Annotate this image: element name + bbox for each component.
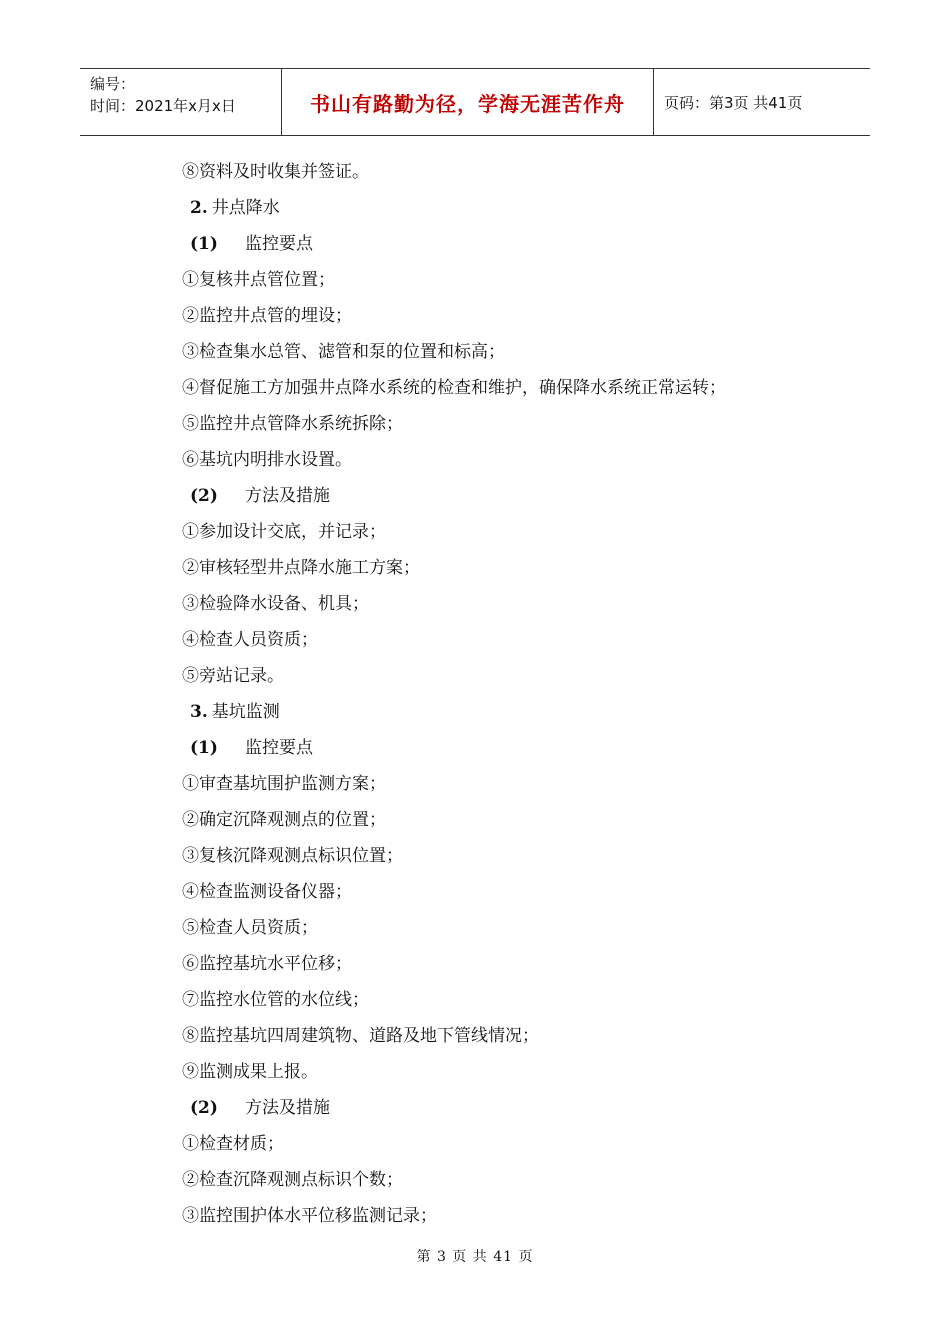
list-item: [0, 442, 950, 478]
line-text: ①检查材质；: [182, 1134, 284, 1154]
section-heading: [0, 190, 950, 226]
heading-number: 2.: [190, 198, 208, 218]
line-text: ②审核轻型井点降水施工方案；: [182, 558, 420, 578]
line-text: ④检查监测设备仪器；: [182, 882, 352, 902]
line-text: ⑧监控基坑四周建筑物、道路及地下管线情况；: [182, 1026, 539, 1046]
line-text: ⑥监控基坑水平位移；: [182, 954, 352, 974]
document-body: [0, 154, 950, 1234]
line-text: 监控要点: [245, 738, 313, 758]
list-item: [0, 1018, 950, 1054]
list-item: [0, 550, 950, 586]
heading-number: (2): [190, 1098, 218, 1118]
time-label: 时间：2021年x月x日: [90, 97, 236, 115]
list-item: [0, 514, 950, 550]
subsection-heading: [0, 1090, 950, 1126]
list-item: [0, 370, 950, 406]
line-text: ⑦监控水位管的水位线；: [182, 990, 369, 1010]
list-item: [0, 1162, 950, 1198]
line-text: 方法及措施: [245, 486, 330, 506]
list-item: [0, 838, 950, 874]
heading-number: (1): [190, 738, 218, 758]
line-text: 基坑监测: [211, 702, 280, 722]
list-item: [0, 658, 950, 694]
line-text: 方法及措施: [245, 1098, 330, 1118]
section-heading: [0, 694, 950, 730]
line-text: ①参加设计交底，并记录；: [182, 522, 386, 542]
list-item: [0, 1198, 950, 1234]
line-text: ⑧资料及时收集并签证。: [182, 162, 369, 182]
line-text: ③检验降水设备、机具；: [182, 594, 369, 614]
page-header: [80, 68, 870, 136]
subsection-heading: [0, 226, 950, 262]
line-text: ④督促施工方加强井点降水系统的检查和维护，确保降水系统正常运转；: [182, 378, 726, 398]
line-text: ②监控井点管的埋设；: [182, 306, 352, 326]
list-item: [0, 910, 950, 946]
list-item: [0, 946, 950, 982]
list-item: [0, 154, 950, 190]
list-item: [0, 406, 950, 442]
heading-number: 3.: [190, 702, 208, 722]
heading-number: (2): [190, 486, 218, 506]
subsection-heading: [0, 478, 950, 514]
list-item: [0, 1126, 950, 1162]
line-text: ③检查集水总管、滤管和泵的位置和标高；: [182, 342, 505, 362]
line-text: ②检查沉降观测点标识个数；: [182, 1170, 403, 1190]
line-text: ③复核沉降观测点标识位置；: [182, 846, 403, 866]
line-text: ②确定沉降观测点的位置；: [182, 810, 386, 830]
heading-number: (1): [190, 234, 218, 254]
subsection-heading: [0, 730, 950, 766]
list-item: [0, 1054, 950, 1090]
line-text: ①复核井点管位置；: [182, 270, 335, 290]
line-text: ⑤检查人员资质；: [182, 918, 318, 938]
list-item: [0, 982, 950, 1018]
list-item: [0, 874, 950, 910]
number-label: 编号：: [90, 75, 136, 93]
list-item: [0, 298, 950, 334]
list-item: [0, 766, 950, 802]
header-motto: 书山有路勤为径，学海无涯苦作舟: [282, 69, 654, 135]
list-item: [0, 802, 950, 838]
page-footer: 第 3 页 共 41 页: [416, 1249, 534, 1265]
line-text: 井点降水: [211, 198, 280, 218]
list-item: [0, 262, 950, 298]
line-text: 监控要点: [245, 234, 313, 254]
list-item: [0, 334, 950, 370]
line-text: ①审查基坑围护监测方案；: [182, 774, 386, 794]
header-meta: [80, 69, 282, 135]
list-item: [0, 586, 950, 622]
line-text: ⑤监控井点管降水系统拆除；: [182, 414, 403, 434]
line-text: ⑤旁站记录。: [182, 666, 284, 686]
list-item: [0, 622, 950, 658]
line-text: ④检查人员资质；: [182, 630, 318, 650]
line-text: ⑨监测成果上报。: [182, 1062, 318, 1082]
header-page-info: 页码：第3页 共41页: [664, 93, 803, 112]
line-text: ⑥基坑内明排水设置。: [182, 450, 352, 470]
line-text: ③监控围护体水平位移监测记录；: [182, 1206, 437, 1226]
